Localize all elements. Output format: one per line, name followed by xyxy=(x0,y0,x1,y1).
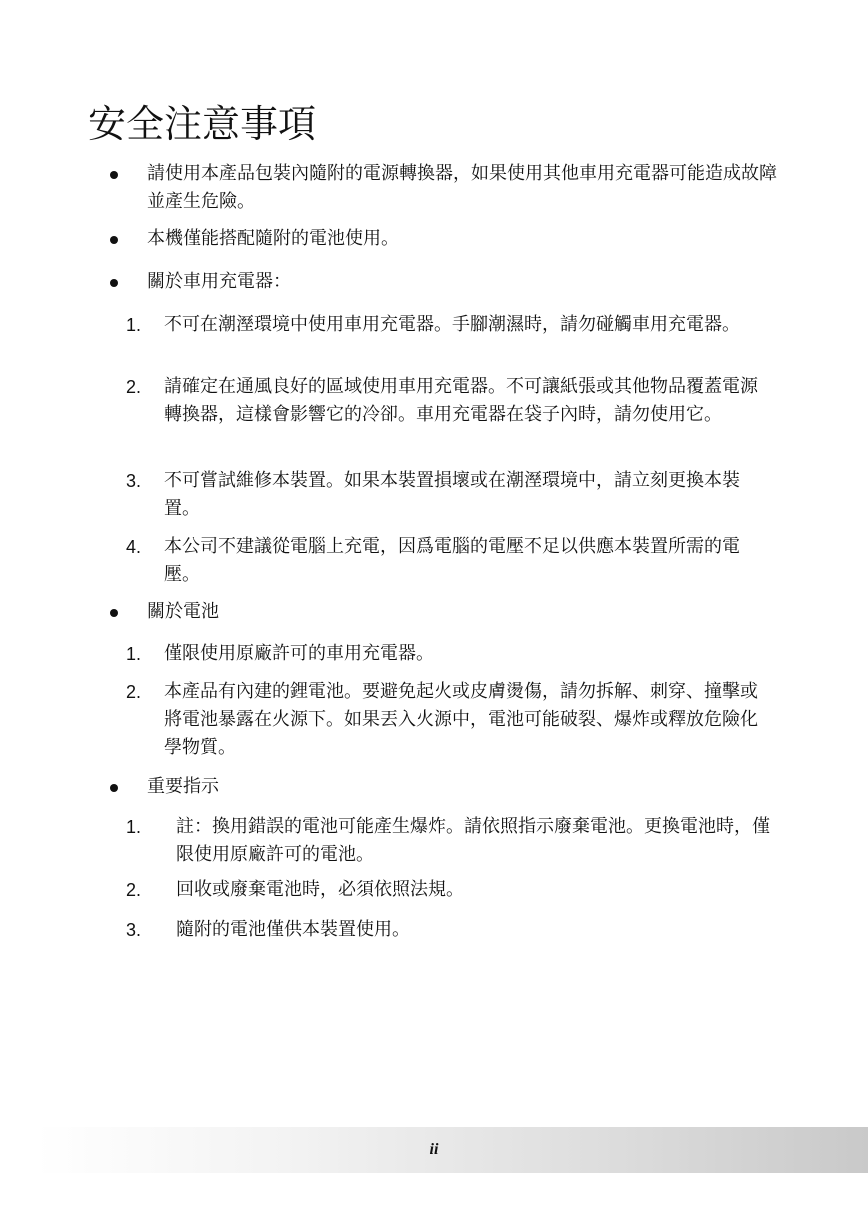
bullet-icon xyxy=(110,171,118,179)
list-item-car-charger-4: 本公司不建議從電腦上充電，因爲電腦的電壓不足以供應本裝置所需的電壓。 xyxy=(164,536,740,585)
list-item-car-charger-3: 不可嘗試維修本裝置。如果本裝置損壞或在潮溼環境中，請立刻更換本裝置。 xyxy=(164,470,740,519)
list-item-important-1: 註：換用錯誤的電池可能產生爆炸。請依照指示廢棄電池。更換電池時，僅限使用原廠許可的電池。 xyxy=(176,816,770,865)
bullet-icon xyxy=(110,609,118,617)
bullet-item-battery-heading: 關於電池 xyxy=(147,601,219,622)
list-item-battery-2: 本產品有內建的鋰電池。要避免起火或皮膚燙傷，請勿拆解、刺穿、撞擊或將電池暴露在火源下。如果丟入火源中，電池可能破裂、爆炸或釋放危險化學物質。 xyxy=(164,681,758,758)
list-item-car-charger-1: 不可在潮溼環境中使用車用充電器。手腳潮濕時，請勿碰觸車用充電器。 xyxy=(164,314,740,335)
list-item-important-2: 回收或廢棄電池時，必須依照法規。 xyxy=(176,879,464,900)
list-number: 3. xyxy=(126,920,142,940)
list-item-battery-1: 僅限使用原廠許可的車用充電器。 xyxy=(164,643,434,664)
bullet-item-battery-only: 本機僅能搭配隨附的電池使用。 xyxy=(147,228,399,249)
page-number: ii xyxy=(429,1141,439,1158)
list-item-car-charger-2: 請確定在通風良好的區域使用車用充電器。不可讓紙張或其他物品覆蓋電源轉換器，這樣會影響它的冷卻。車用充電器在袋子內時，請勿使用它。 xyxy=(164,376,758,425)
list-number: 1. xyxy=(126,817,142,837)
bullet-icon xyxy=(110,784,118,792)
list-number: 3. xyxy=(126,471,142,491)
list-number: 1. xyxy=(126,315,142,335)
bullet-icon xyxy=(110,236,118,244)
bullet-item-charger-adapter: 請使用本產品包裝內隨附的電源轉換器，如果使用其他車用充電器可能造成故障並產生危險。 xyxy=(147,163,777,212)
bullet-item-important-heading: 重要指示 xyxy=(147,776,219,797)
bullet-icon xyxy=(110,279,118,287)
list-number: 4. xyxy=(126,537,142,557)
list-number: 2. xyxy=(126,377,142,397)
page-title: 安全注意事項 xyxy=(88,102,317,146)
bullet-item-car-charger-heading: 關於車用充電器： xyxy=(147,271,291,292)
list-number: 2. xyxy=(126,880,142,900)
list-item-important-3: 隨附的電池僅供本裝置使用。 xyxy=(176,919,410,940)
list-number: 2. xyxy=(126,682,142,702)
list-number: 1. xyxy=(126,644,142,664)
